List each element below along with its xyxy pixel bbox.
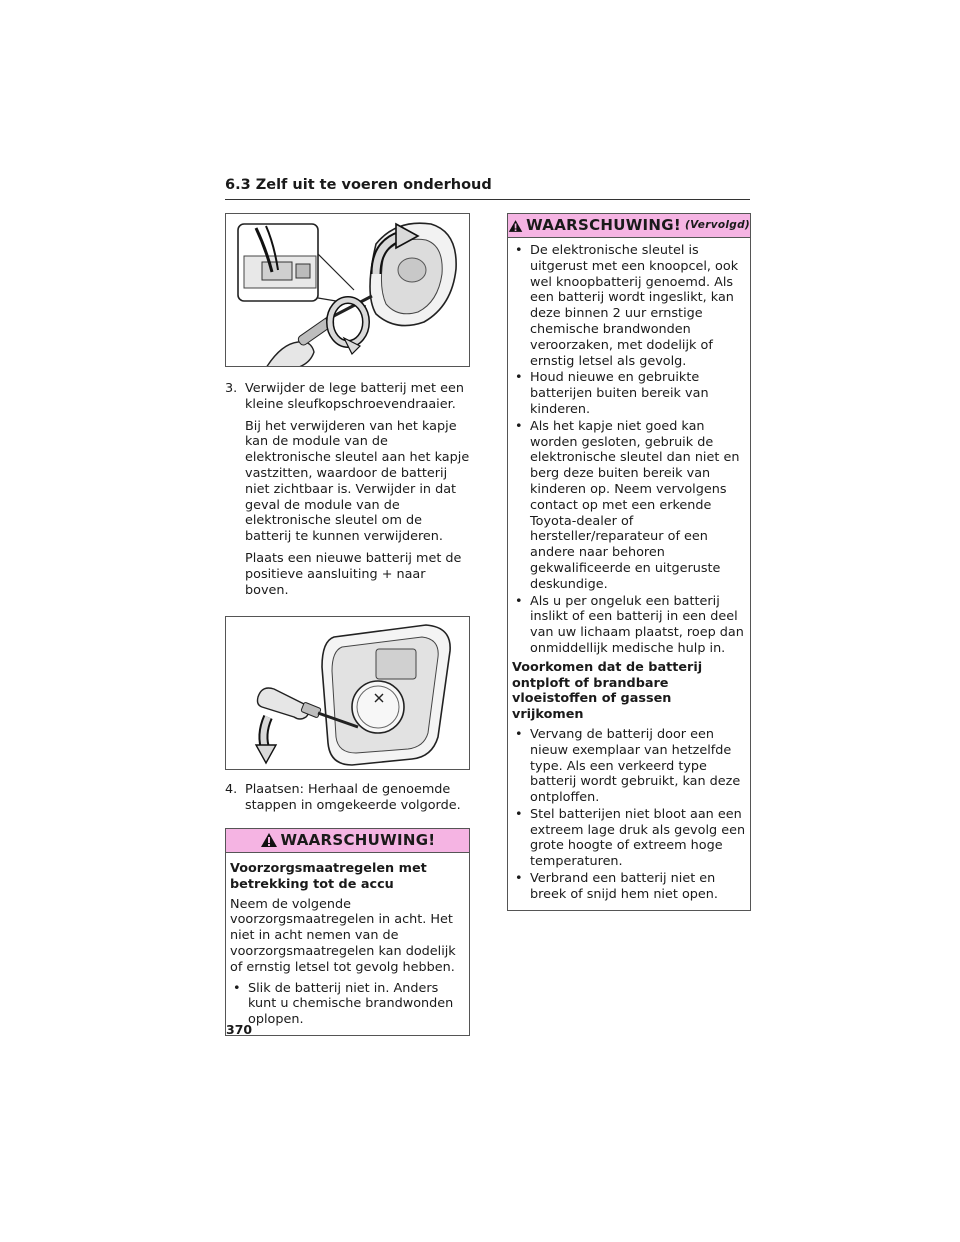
- page-number: 370: [226, 1022, 253, 1037]
- figure-remove-battery: [225, 616, 470, 770]
- warning-triangle-icon: [260, 832, 278, 848]
- key-cover-illustration: [226, 214, 470, 367]
- step-text: Plaatsen: Herhaal de genoemde stappen in omgekeerde volgorde.: [245, 782, 461, 814]
- warning-box-continued: [507, 213, 751, 911]
- step-3: [225, 381, 470, 598]
- step-text: Bij het verwijderen van het kapje kan de module van de elektronische sleutel aan het kapje vastzitten, waardoor de batterij niet zichtbaar is. Verwijder in dat geval de module van de elektronische sleutel om de batterij te kunnen verwijderen.: [245, 418, 470, 545]
- left-column: [225, 213, 470, 1036]
- step-number: 3.: [225, 381, 238, 396]
- list-item: • De elektronische sleutel is uitgerust met een knoopcel, ook wel knoopbatterij genoemd. Als een batterij wordt ingeslikt, kan deze binnen 2 uur ernstige chemische brandwonden veroorzaken, met dodelijk of ernstig letsel als gevolg.: [512, 243, 746, 369]
- step-4: [225, 782, 470, 814]
- list-item: • Slik de batterij niet in. Anders kunt u chemische brandwonden oplopen.: [230, 981, 465, 1028]
- list-item: • Verbrand een batterij niet en breek of snijd hem niet open.: [512, 871, 746, 903]
- step-text: Plaats een nieuwe batterij met de positieve aansluiting + naar boven.: [245, 550, 462, 598]
- warning-title: WAARSCHUWING!: [280, 830, 436, 849]
- warning-header: [508, 214, 750, 238]
- warning-bullet-list: [230, 981, 465, 1028]
- list-item: • Als u per ongeluk een batterij inslikt of een batterij in een deel van uw lichaam plaatst, roep dan onmiddellijk medische hulp in.: [512, 594, 746, 657]
- warning-bullet-list: [512, 243, 746, 657]
- continued-label: (Vervolgd): [685, 218, 750, 231]
- warning-header: [226, 829, 469, 853]
- section-header: 6.3 Zelf uit te voeren onderhoud: [225, 177, 750, 200]
- step-text: Verwijder de lege batterij met een kleine sleufkopschroevendraaier.: [245, 381, 464, 412]
- warning-intro: Neem de volgende voorzorgsmaatregelen in acht. Het niet in acht nemen van de voorzorgsmaatregelen kan dodelijk of ernstig letsel tot gevolg hebben.: [230, 896, 456, 975]
- list-item: • Stel batterijen niet bloot aan een extreem lage druk als gevolg een grote hoogte of extreem hoge temperaturen.: [512, 807, 746, 870]
- warning-bullet-list: [512, 727, 746, 903]
- warning-title: WAARSCHUWING!: [526, 215, 682, 234]
- step-number: 4.: [225, 782, 238, 798]
- list-item: • Vervang de batterij door een nieuw exemplaar van hetzelfde type. Als een verkeerd type batterij wordt gebruikt, kan deze ontploffen.: [512, 727, 746, 806]
- figure-open-key-cover: [225, 213, 470, 367]
- list-item: • Als het kapje niet goed kan worden gesloten, gebruik de elektronische sleutel dan niet en berg deze buiten bereik van kinderen op. Neem vervolgens contact op met een erkende Toyota-dealer of hersteller/reparateur of een andere naar behoren gekwalificeerde en uitgeruste deskundige.: [512, 419, 746, 593]
- warning-triangle-icon: [508, 218, 523, 234]
- warning-heading: Voorzorgsmaatregelen met betrekking tot de accu: [230, 860, 427, 892]
- warning-body: [508, 238, 750, 910]
- list-item: • Houd nieuwe en gebruikte batterijen buiten bereik van kinderen.: [512, 370, 746, 417]
- right-column: [507, 213, 751, 911]
- warning-body: [226, 853, 469, 1035]
- warning-heading: Voorkomen dat de batterij ontploft of brandbare vloeistoffen of gassen vrijkomen: [512, 659, 703, 723]
- battery-removal-illustration: [226, 617, 470, 770]
- warning-box: [225, 828, 470, 1036]
